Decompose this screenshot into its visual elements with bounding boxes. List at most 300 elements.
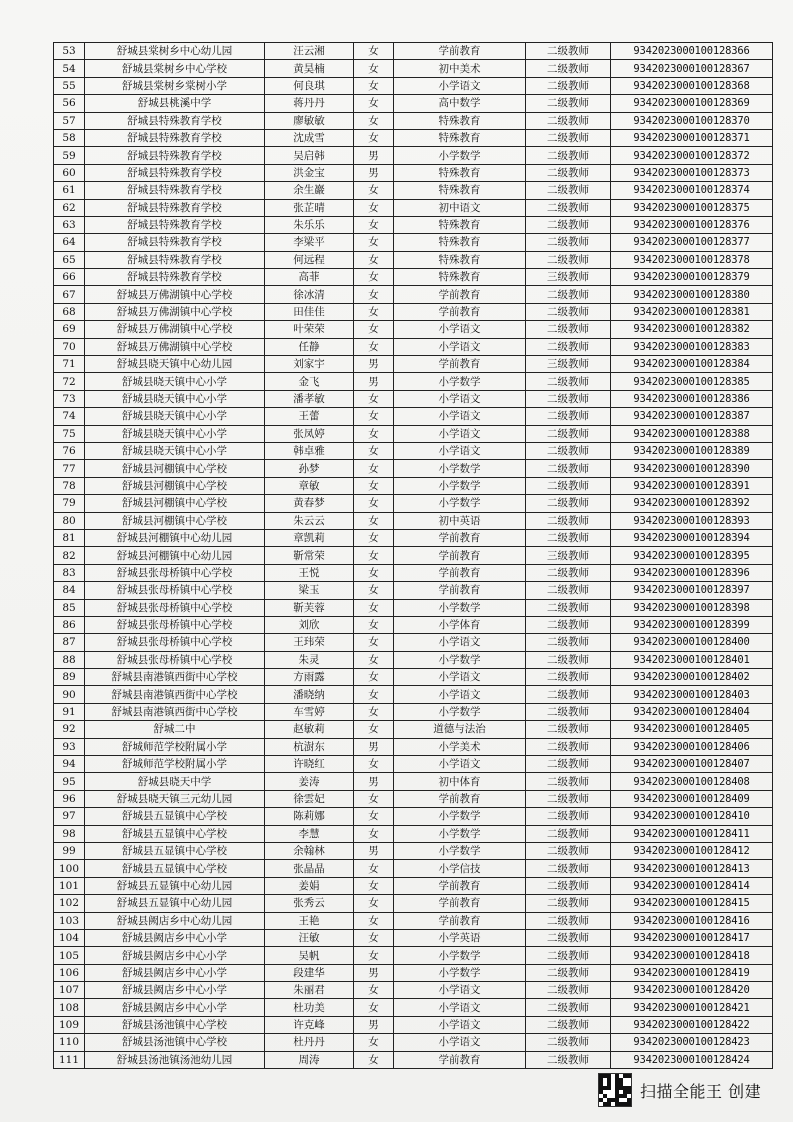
row-number-cell: 76: [54, 442, 85, 459]
certificate-number-cell: 9342023000100128372: [611, 147, 773, 164]
teacher-name-cell: 汪云湘: [265, 43, 354, 60]
school-name-cell: 舒城县特殊教育学校: [85, 216, 265, 233]
teacher-name-cell: 许晓红: [265, 756, 354, 773]
table-row: [54, 860, 773, 877]
gender-cell: 女: [354, 634, 394, 651]
school-name-cell: 舒城县特殊教育学校: [85, 112, 265, 129]
row-number-cell: 96: [54, 790, 85, 807]
gender-cell: 女: [354, 877, 394, 894]
gender-cell: 女: [354, 825, 394, 842]
subject-cell: 学前教育: [394, 1051, 526, 1068]
table-row: [54, 512, 773, 529]
certificate-number-cell: 9342023000100128396: [611, 564, 773, 581]
table-row: [54, 564, 773, 581]
teacher-name-cell: 许克峰: [265, 1016, 354, 1033]
school-name-cell: 舒城县阙店乡中心小学: [85, 947, 265, 964]
subject-cell: 小学数学: [394, 703, 526, 720]
gender-cell: 男: [354, 1016, 394, 1033]
title-level-cell: 二级教师: [526, 60, 611, 77]
school-name-cell: 舒城县五显镇中心幼儿园: [85, 877, 265, 894]
title-level-cell: 二级教师: [526, 129, 611, 146]
gender-cell: 女: [354, 703, 394, 720]
row-number-cell: 87: [54, 634, 85, 651]
teacher-name-cell: 吴帆: [265, 947, 354, 964]
gender-cell: 女: [354, 686, 394, 703]
table-row: [54, 669, 773, 686]
table-row: [54, 529, 773, 546]
school-name-cell: 舒城县河棚镇中心学校: [85, 460, 265, 477]
table-row: [54, 964, 773, 981]
certificate-number-cell: 9342023000100128398: [611, 599, 773, 616]
gender-cell: 女: [354, 547, 394, 564]
row-number-cell: 56: [54, 95, 85, 112]
row-number-cell: 102: [54, 895, 85, 912]
subject-cell: 小学语文: [394, 686, 526, 703]
gender-cell: 女: [354, 182, 394, 199]
certificate-number-cell: 9342023000100128381: [611, 303, 773, 320]
school-name-cell: 舒城县阙店乡中心幼儿园: [85, 912, 265, 929]
row-number-cell: 80: [54, 512, 85, 529]
title-level-cell: 二级教师: [526, 773, 611, 790]
gender-cell: 女: [354, 321, 394, 338]
table-row: [54, 425, 773, 442]
gender-cell: 女: [354, 199, 394, 216]
certificate-number-cell: 9342023000100128424: [611, 1051, 773, 1068]
gender-cell: 女: [354, 112, 394, 129]
school-name-cell: 舒城县晓天镇中心小学: [85, 442, 265, 459]
teacher-name-cell: 靳常荣: [265, 547, 354, 564]
gender-cell: 女: [354, 808, 394, 825]
row-number-cell: 93: [54, 738, 85, 755]
gender-cell: 女: [354, 582, 394, 599]
gender-cell: 女: [354, 982, 394, 999]
certificate-number-cell: 9342023000100128412: [611, 842, 773, 859]
subject-cell: 小学语文: [394, 408, 526, 425]
certificate-number-cell: 9342023000100128382: [611, 321, 773, 338]
gender-cell: 女: [354, 1034, 394, 1051]
title-level-cell: 二级教师: [526, 234, 611, 251]
certificate-number-cell: 9342023000100128377: [611, 234, 773, 251]
school-name-cell: 舒城县河棚镇中心学校: [85, 495, 265, 512]
gender-cell: 女: [354, 564, 394, 581]
row-number-cell: 61: [54, 182, 85, 199]
certificate-number-cell: 9342023000100128370: [611, 112, 773, 129]
teacher-roster-table: [53, 42, 773, 1069]
school-name-cell: 舒城县晓天镇中心小学: [85, 425, 265, 442]
subject-cell: 特殊教育: [394, 112, 526, 129]
certificate-number-cell: 9342023000100128373: [611, 164, 773, 181]
title-level-cell: 二级教师: [526, 460, 611, 477]
row-number-cell: 84: [54, 582, 85, 599]
subject-cell: 小学数学: [394, 477, 526, 494]
certificate-number-cell: 9342023000100128400: [611, 634, 773, 651]
row-number-cell: 59: [54, 147, 85, 164]
subject-cell: 小学语文: [394, 390, 526, 407]
title-level-cell: 二级教师: [526, 982, 611, 999]
subject-cell: 小学数学: [394, 808, 526, 825]
certificate-number-cell: 9342023000100128367: [611, 60, 773, 77]
table-row: [54, 77, 773, 94]
school-name-cell: 舒城县晓天镇中心小学: [85, 390, 265, 407]
teacher-name-cell: 廖敏敏: [265, 112, 354, 129]
title-level-cell: 二级教师: [526, 408, 611, 425]
gender-cell: 男: [354, 356, 394, 373]
table-row: [54, 773, 773, 790]
gender-cell: 女: [354, 216, 394, 233]
table-row: [54, 164, 773, 181]
row-number-cell: 103: [54, 912, 85, 929]
certificate-number-cell: 9342023000100128399: [611, 616, 773, 633]
title-level-cell: 二级教师: [526, 1051, 611, 1068]
title-level-cell: 二级教师: [526, 582, 611, 599]
title-level-cell: 二级教师: [526, 199, 611, 216]
table-row: [54, 129, 773, 146]
certificate-number-cell: 9342023000100128375: [611, 199, 773, 216]
subject-cell: 小学数学: [394, 825, 526, 842]
teacher-name-cell: 朱丽君: [265, 982, 354, 999]
table-row: [54, 269, 773, 286]
title-level-cell: 二级教师: [526, 495, 611, 512]
table-row: [54, 547, 773, 564]
teacher-name-cell: 沈成雪: [265, 129, 354, 146]
subject-cell: 学前教育: [394, 877, 526, 894]
school-name-cell: 舒城县张母桥镇中心学校: [85, 651, 265, 668]
teacher-name-cell: 方雨露: [265, 669, 354, 686]
row-number-cell: 60: [54, 164, 85, 181]
teacher-name-cell: 任静: [265, 338, 354, 355]
subject-cell: 小学数学: [394, 651, 526, 668]
table-row: [54, 356, 773, 373]
certificate-number-cell: 9342023000100128401: [611, 651, 773, 668]
teacher-name-cell: 段建华: [265, 964, 354, 981]
teacher-name-cell: 周涛: [265, 1051, 354, 1068]
certificate-number-cell: 9342023000100128420: [611, 982, 773, 999]
row-number-cell: 106: [54, 964, 85, 981]
gender-cell: 女: [354, 390, 394, 407]
teacher-name-cell: 韩卓雅: [265, 442, 354, 459]
certificate-number-cell: 9342023000100128403: [611, 686, 773, 703]
certificate-number-cell: 9342023000100128392: [611, 495, 773, 512]
subject-cell: 小学信技: [394, 860, 526, 877]
row-number-cell: 107: [54, 982, 85, 999]
gender-cell: 女: [354, 303, 394, 320]
table-row: [54, 199, 773, 216]
school-name-cell: 舒城县南港镇西街中心学校: [85, 703, 265, 720]
subject-cell: 特殊教育: [394, 182, 526, 199]
gender-cell: 女: [354, 338, 394, 355]
teacher-name-cell: 黄春梦: [265, 495, 354, 512]
subject-cell: 小学语文: [394, 321, 526, 338]
teacher-name-cell: 金飞: [265, 373, 354, 390]
subject-cell: 小学数学: [394, 373, 526, 390]
gender-cell: 女: [354, 895, 394, 912]
school-name-cell: 舒城县五显镇中心学校: [85, 808, 265, 825]
school-name-cell: 舒城县特殊教育学校: [85, 182, 265, 199]
teacher-name-cell: 潘晓纳: [265, 686, 354, 703]
row-number-cell: 82: [54, 547, 85, 564]
gender-cell: 女: [354, 529, 394, 546]
school-name-cell: 舒城师范学校附属小学: [85, 738, 265, 755]
table-row: [54, 1051, 773, 1068]
certificate-number-cell: 9342023000100128411: [611, 825, 773, 842]
table-row: [54, 877, 773, 894]
table-row: [54, 321, 773, 338]
row-number-cell: 63: [54, 216, 85, 233]
table-row: [54, 43, 773, 60]
title-level-cell: 二级教师: [526, 1016, 611, 1033]
subject-cell: 小学语文: [394, 338, 526, 355]
subject-cell: 初中体育: [394, 773, 526, 790]
certificate-number-cell: 9342023000100128368: [611, 77, 773, 94]
row-number-cell: 110: [54, 1034, 85, 1051]
teacher-name-cell: 叶荣荣: [265, 321, 354, 338]
table-row: [54, 790, 773, 807]
gender-cell: 男: [354, 773, 394, 790]
title-level-cell: 二级教师: [526, 390, 611, 407]
gender-cell: 女: [354, 912, 394, 929]
table-row: [54, 686, 773, 703]
title-level-cell: 二级教师: [526, 1034, 611, 1051]
school-name-cell: 舒城二中: [85, 721, 265, 738]
teacher-name-cell: 洪金宝: [265, 164, 354, 181]
teacher-name-cell: 刘欣: [265, 616, 354, 633]
scanner-brand-text: 扫描全能王 创建: [640, 1081, 762, 1101]
title-level-cell: 二级教师: [526, 825, 611, 842]
teacher-name-cell: 蒋丹丹: [265, 95, 354, 112]
title-level-cell: 二级教师: [526, 477, 611, 494]
subject-cell: 学前教育: [394, 912, 526, 929]
row-number-cell: 85: [54, 599, 85, 616]
subject-cell: 小学数学: [394, 495, 526, 512]
subject-cell: 学前教育: [394, 43, 526, 60]
gender-cell: 女: [354, 756, 394, 773]
title-level-cell: 二级教师: [526, 95, 611, 112]
row-number-cell: 64: [54, 234, 85, 251]
row-number-cell: 53: [54, 43, 85, 60]
table-row: [54, 651, 773, 668]
gender-cell: 女: [354, 60, 394, 77]
title-level-cell: 二级教师: [526, 703, 611, 720]
row-number-cell: 95: [54, 773, 85, 790]
school-name-cell: 舒城县张母桥镇中心学校: [85, 582, 265, 599]
subject-cell: 小学数学: [394, 947, 526, 964]
gender-cell: 男: [354, 842, 394, 859]
subject-cell: 小学语文: [394, 756, 526, 773]
row-number-cell: 65: [54, 251, 85, 268]
subject-cell: 小学语文: [394, 1034, 526, 1051]
title-level-cell: 二级教师: [526, 790, 611, 807]
row-number-cell: 57: [54, 112, 85, 129]
title-level-cell: 二级教师: [526, 303, 611, 320]
teacher-name-cell: 吴启韩: [265, 147, 354, 164]
gender-cell: 女: [354, 286, 394, 303]
table-row: [54, 582, 773, 599]
title-level-cell: 二级教师: [526, 43, 611, 60]
title-level-cell: 三级教师: [526, 356, 611, 373]
gender-cell: 女: [354, 616, 394, 633]
certificate-number-cell: 9342023000100128384: [611, 356, 773, 373]
title-level-cell: 二级教师: [526, 425, 611, 442]
row-number-cell: 108: [54, 999, 85, 1016]
certificate-number-cell: 9342023000100128407: [611, 756, 773, 773]
row-number-cell: 105: [54, 947, 85, 964]
table-row: [54, 599, 773, 616]
row-number-cell: 83: [54, 564, 85, 581]
gender-cell: 女: [354, 43, 394, 60]
title-level-cell: 二级教师: [526, 912, 611, 929]
teacher-name-cell: 黄昊楠: [265, 60, 354, 77]
certificate-number-cell: 9342023000100128385: [611, 373, 773, 390]
certificate-number-cell: 9342023000100128387: [611, 408, 773, 425]
table-row: [54, 495, 773, 512]
school-name-cell: 舒城县万佛湖镇中心学校: [85, 338, 265, 355]
school-name-cell: 舒城县特殊教育学校: [85, 269, 265, 286]
certificate-number-cell: 9342023000100128395: [611, 547, 773, 564]
certificate-number-cell: 9342023000100128393: [611, 512, 773, 529]
subject-cell: 学前教育: [394, 286, 526, 303]
title-level-cell: 二级教师: [526, 164, 611, 181]
row-number-cell: 62: [54, 199, 85, 216]
certificate-number-cell: 9342023000100128388: [611, 425, 773, 442]
school-name-cell: 舒城县棠树乡中心学校: [85, 60, 265, 77]
title-level-cell: 二级教师: [526, 721, 611, 738]
subject-cell: 小学语文: [394, 1016, 526, 1033]
title-level-cell: 二级教师: [526, 999, 611, 1016]
row-number-cell: 72: [54, 373, 85, 390]
school-name-cell: 舒城县万佛湖镇中心学校: [85, 286, 265, 303]
title-level-cell: 二级教师: [526, 216, 611, 233]
school-name-cell: 舒城县特殊教育学校: [85, 199, 265, 216]
table-row: [54, 95, 773, 112]
school-name-cell: 舒城县阙店乡中心小学: [85, 929, 265, 946]
school-name-cell: 舒城县棠树乡中心幼儿园: [85, 43, 265, 60]
subject-cell: 学前教育: [394, 303, 526, 320]
gender-cell: 男: [354, 738, 394, 755]
school-name-cell: 舒城县晓天中学: [85, 773, 265, 790]
teacher-name-cell: 陈莉娜: [265, 808, 354, 825]
subject-cell: 初中英语: [394, 512, 526, 529]
row-number-cell: 68: [54, 303, 85, 320]
subject-cell: 特殊教育: [394, 216, 526, 233]
school-name-cell: 舒城县张母桥镇中心学校: [85, 564, 265, 581]
certificate-number-cell: 9342023000100128409: [611, 790, 773, 807]
certificate-number-cell: 9342023000100128374: [611, 182, 773, 199]
school-name-cell: 舒城县特殊教育学校: [85, 164, 265, 181]
title-level-cell: 二级教师: [526, 964, 611, 981]
school-name-cell: 舒城县五显镇中心学校: [85, 842, 265, 859]
table-row: [54, 721, 773, 738]
subject-cell: 小学数学: [394, 842, 526, 859]
subject-cell: 小学语文: [394, 982, 526, 999]
school-name-cell: 舒城县汤池镇中心学校: [85, 1016, 265, 1033]
row-number-cell: 70: [54, 338, 85, 355]
table-row: [54, 825, 773, 842]
title-level-cell: 二级教师: [526, 616, 611, 633]
table-row: [54, 947, 773, 964]
subject-cell: 道德与法治: [394, 721, 526, 738]
table-row: [54, 634, 773, 651]
teacher-name-cell: 张秀云: [265, 895, 354, 912]
subject-cell: 小学语文: [394, 425, 526, 442]
gender-cell: 男: [354, 373, 394, 390]
certificate-number-cell: 9342023000100128402: [611, 669, 773, 686]
school-name-cell: 舒城县南港镇西街中心学校: [85, 686, 265, 703]
table-row: [54, 895, 773, 912]
gender-cell: 女: [354, 721, 394, 738]
teacher-name-cell: 梁玉: [265, 582, 354, 599]
title-level-cell: 二级教师: [526, 877, 611, 894]
table-row: [54, 216, 773, 233]
table-row: [54, 982, 773, 999]
gender-cell: 男: [354, 964, 394, 981]
subject-cell: 学前教育: [394, 564, 526, 581]
school-name-cell: 舒城县阙店乡中心小学: [85, 982, 265, 999]
table-row: [54, 60, 773, 77]
certificate-number-cell: 9342023000100128394: [611, 529, 773, 546]
title-level-cell: 二级教师: [526, 895, 611, 912]
title-level-cell: 二级教师: [526, 860, 611, 877]
table-row: [54, 842, 773, 859]
table-row: [54, 442, 773, 459]
title-level-cell: 二级教师: [526, 651, 611, 668]
title-level-cell: 三级教师: [526, 269, 611, 286]
teacher-name-cell: 刘家宇: [265, 356, 354, 373]
row-number-cell: 77: [54, 460, 85, 477]
school-name-cell: 舒城县南港镇西街中心学校: [85, 669, 265, 686]
certificate-number-cell: 9342023000100128414: [611, 877, 773, 894]
teacher-name-cell: 徐雲妃: [265, 790, 354, 807]
row-number-cell: 98: [54, 825, 85, 842]
teacher-name-cell: 孙梦: [265, 460, 354, 477]
table-row: [54, 408, 773, 425]
gender-cell: 女: [354, 860, 394, 877]
school-name-cell: 舒城县特殊教育学校: [85, 251, 265, 268]
school-name-cell: 舒城县特殊教育学校: [85, 234, 265, 251]
school-name-cell: 舒城县河棚镇中心幼儿园: [85, 529, 265, 546]
subject-cell: 小学数学: [394, 147, 526, 164]
gender-cell: 女: [354, 1051, 394, 1068]
subject-cell: 小学英语: [394, 929, 526, 946]
certificate-number-cell: 9342023000100128416: [611, 912, 773, 929]
teacher-name-cell: 朱灵: [265, 651, 354, 668]
gender-cell: 女: [354, 477, 394, 494]
teacher-name-cell: 王玮荣: [265, 634, 354, 651]
school-name-cell: 舒城县特殊教育学校: [85, 129, 265, 146]
certificate-number-cell: 9342023000100128369: [611, 95, 773, 112]
teacher-name-cell: 赵敏莉: [265, 721, 354, 738]
title-level-cell: 二级教师: [526, 373, 611, 390]
row-number-cell: 92: [54, 721, 85, 738]
gender-cell: 女: [354, 77, 394, 94]
gender-cell: 女: [354, 929, 394, 946]
school-name-cell: 舒城县张母桥镇中心学校: [85, 634, 265, 651]
teacher-name-cell: 余生巖: [265, 182, 354, 199]
row-number-cell: 111: [54, 1051, 85, 1068]
gender-cell: 女: [354, 234, 394, 251]
gender-cell: 女: [354, 442, 394, 459]
row-number-cell: 90: [54, 686, 85, 703]
subject-cell: 小学美术: [394, 738, 526, 755]
teacher-name-cell: 张凤婷: [265, 425, 354, 442]
teacher-name-cell: 王艳: [265, 912, 354, 929]
certificate-number-cell: 9342023000100128418: [611, 947, 773, 964]
school-name-cell: 舒城县汤池镇汤池幼儿园: [85, 1051, 265, 1068]
gender-cell: 女: [354, 425, 394, 442]
title-level-cell: 二级教师: [526, 338, 611, 355]
subject-cell: 小学数学: [394, 964, 526, 981]
row-number-cell: 97: [54, 808, 85, 825]
table-row: [54, 929, 773, 946]
